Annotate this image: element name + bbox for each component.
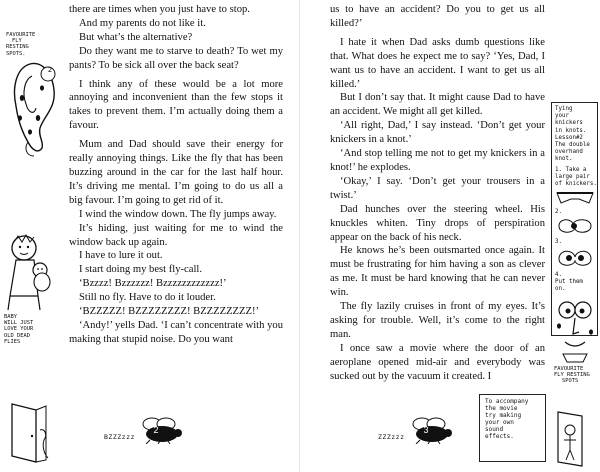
sidebar-line: of knickers. <box>555 181 597 188</box>
box-note-line: effects. <box>485 433 514 440</box>
boy-holding-baby-illustration <box>2 232 58 312</box>
paragraph: Still no fly. Have to do it louder. <box>79 292 216 304</box>
paragraph: ‘All right, Dad,’ I say instead. ‘Don’t get your knickers in a knot.’ <box>330 120 545 146</box>
note-line: SPOTS. <box>6 50 26 57</box>
note-line: WILL JUST <box>4 320 34 327</box>
ear-number-label: 2 <box>47 66 53 74</box>
funny-face-illustration <box>551 296 599 364</box>
boy-in-doorway-illustration <box>552 408 596 468</box>
paragraph: us to have an accident? Do you to get us all killed?’ <box>330 4 545 29</box>
paragraph: ‘And stop telling me not to get my knickers in a knot!’ he explodes. <box>330 148 545 173</box>
paragraph: Do they want me to starve to death? To wet my pants? To be sick all over the back seat? <box>69 45 283 71</box>
page-number: 3 <box>423 425 429 435</box>
note-line: FLY RESTING <box>554 372 590 379</box>
sidebar-line: on. <box>555 286 566 293</box>
paragraph: He knows he’s been outsmarted once again. It must be frustrating for him having a son as clever as me. It must be hard knowing that he can never win. <box>330 245 545 299</box>
note-line: BABY <box>4 314 17 320</box>
paragraph: But what’s the alternative? <box>79 31 193 43</box>
paragraph: It’s hiding, just waiting for me to wind the window back up again. <box>69 222 283 248</box>
sidebar-line: your <box>555 113 569 120</box>
note-line: OLD DEAD <box>4 332 30 339</box>
note-line: FLIES <box>4 338 21 345</box>
paragraph: there are times when you just have to stop. <box>69 4 250 15</box>
paragraph: ‘Bzzzz! Bzzzzzz! Bzzzzzzzzzzzz!’ <box>79 278 227 290</box>
note-line: RESTING <box>6 44 29 51</box>
paragraph: And my parents do not like it. <box>79 17 206 29</box>
sidebar-line: 3. <box>555 239 562 246</box>
note-line: FAVOURITE <box>554 366 584 372</box>
right-page <box>300 0 600 472</box>
box-note-line: sound <box>485 426 504 433</box>
sidebar-step-2 <box>552 209 597 216</box>
paragraph: ‘Okay,’ I say. ‘Don’t get your trousers in a twist.’ <box>330 175 545 201</box>
margin-note-baby <box>4 314 52 345</box>
sidebar-line: 4. <box>555 271 562 278</box>
paragraph: ‘BZZZZZ! BZZZZZZZZ! BZZZZZZZZ!’ <box>79 306 260 318</box>
paragraph: Dad hunches over the steering wheel. His knuckles whiten. Tiny drops of perspiration appear on the back of his neck. <box>330 203 545 243</box>
left-page-body-text <box>69 3 283 347</box>
knickers-icon <box>555 190 595 206</box>
knotted-knickers-icon <box>555 216 595 236</box>
left-footer <box>104 426 135 468</box>
paragraph: But I don’t say that. It might cause Dad to have an accident. We might all get killed. <box>330 92 545 118</box>
sidebar-step-3 <box>552 239 597 246</box>
note-line: SPOTS <box>562 378 579 385</box>
sound-effects-box-note <box>479 394 546 462</box>
right-footer <box>378 426 404 468</box>
note-line: FLY <box>12 38 22 45</box>
sidebar-line: overhand <box>555 149 583 156</box>
note-line: FAVOURITE <box>6 32 36 38</box>
paragraph: ‘Andy!’ yells Dad. ‘I can’t concentrate with you making that stupid noise. Do you want <box>69 319 283 345</box>
sidebar-line: Tying <box>555 106 573 112</box>
right-page-body-text <box>330 3 545 383</box>
page-number: 2 <box>153 425 159 435</box>
paragraph: I once saw a movie where the door of an aeroplane opened mid-air and everybody was sucked out by the vacuum it created. I <box>330 342 545 382</box>
margin-note-fly-resting-spots <box>6 32 50 57</box>
paragraph: Mum and Dad should save their energy for really annoying things. Like the fly that has been buzzing around in the car for the last half hour. It’s driving me mental. I’m going to do us all a big favour. I’m going to get rid of it. <box>69 139 283 206</box>
box-note-line: the movie <box>485 405 518 412</box>
footer-buzz-text: ZZZzzz <box>378 433 405 441</box>
fly-icon <box>589 329 593 334</box>
sidebar-line: 1. Take a <box>555 166 587 173</box>
sidebar-line: The double <box>555 142 590 149</box>
sidebar-line: knot. <box>555 156 573 163</box>
box-note-line: To accompany <box>485 398 529 405</box>
box-note-line: try making <box>485 412 522 419</box>
margin-note-fly-resting-spots-right <box>554 366 598 385</box>
paragraph: The fly lazily cruises in front of my eyes. It’s asking for trouble. Well, it’s come to the right man. <box>330 301 545 340</box>
paragraph: I start doing my best fly-call. <box>79 264 202 276</box>
paragraph: I think any of these would be a lot more annoying and inconvenient than the few stops it takes to prevent them. I’m actually doing them a favour. <box>69 78 283 132</box>
paragraph: I have to lure it out. <box>79 250 163 262</box>
sidebar-step-1 <box>552 167 597 189</box>
fly-icon <box>557 323 561 328</box>
door-illustration <box>6 400 54 466</box>
sidebar-line: Put them <box>555 278 583 285</box>
double-knot-icon <box>555 247 595 269</box>
sidebar-line: in knots. <box>555 127 587 134</box>
sidebar-step-4 <box>552 272 597 294</box>
paragraph: I hate it when Dad asks dumb questions like that. What does he expect me to say? ‘Yes, Dad, I want us to have an accident. I want to get us all killed.’ <box>330 36 545 90</box>
sidebar-line: knickers <box>555 120 583 127</box>
sidebar-line: 2. <box>555 209 562 216</box>
note-line: LOVE YOUR <box>4 326 34 333</box>
box-note-line: your own <box>485 419 514 426</box>
sidebar-line: large pair <box>555 173 590 180</box>
sidebar-line: Lesson#2 <box>555 134 583 141</box>
footer-buzz-text: BZZZzzz <box>104 433 135 441</box>
paragraph: I wind the window down. The fly jumps away. <box>79 208 277 220</box>
